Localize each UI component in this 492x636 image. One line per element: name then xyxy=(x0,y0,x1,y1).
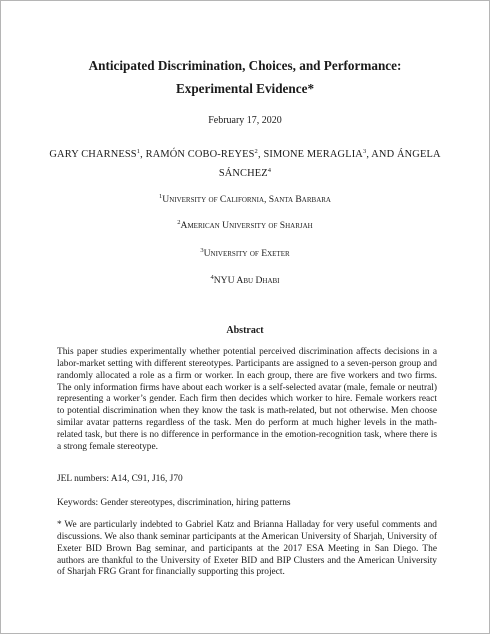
affiliation-number: 2 xyxy=(177,219,181,226)
affiliation-4 xyxy=(1,275,489,286)
author-name: SIMONE MERAGLIA xyxy=(263,149,363,160)
author-list-line-2 xyxy=(1,168,489,179)
author-affiliation-marker: 2 xyxy=(254,148,258,155)
affiliation-1 xyxy=(1,194,489,205)
affiliation-number: 4 xyxy=(210,274,214,281)
author-affiliation-marker: 3 xyxy=(362,148,367,155)
abstract-text: This paper studies experimentally whether potential perceived discrimination affects decisions in a labor-market setting with different stereotypes. Participants are assigned to a seven-person group and randomly allocated a role as a firm or worker. In each group, there are five workers and two firms. The only information firms have about each worker is a self-selected avatar (male, female or neutral) representing a worker’s gender. Each firm then decides which worker to hire. Female workers react to potential discrimination when they know the task is math-related, but not otherwise. Men choose similar avatar patterns regardless of the task. Men do perform at much higher levels in the math-related task, but there is no difference in performance in the emotion-recognition task, where there is a strong female stereotype. xyxy=(57,347,437,452)
author-list-line-1 xyxy=(1,149,489,160)
author-affiliation-marker: 4 xyxy=(267,167,272,174)
acknowledgement-footnote: * We are particularly indebted to Gabriel Katz and Brianna Halladay for very useful comments and discussions. We also thank seminar participants at the American University of Sharjah, University of Exeter BID Brown Bag seminar, and participants at the 2017 ESA Meeting in San Diego. The authors are thankful to the University of Exeter BID and BIP Clusters and the American University of Sharjah FRG Grant for financially supporting this project. xyxy=(57,520,437,578)
affiliation-name: NYU Abu Dhabi xyxy=(213,275,280,286)
jel-numbers: JEL numbers: A14, C91, J16, J70 xyxy=(57,474,183,484)
paper-title-line-1: Anticipated Discrimination, Choices, and Performance: xyxy=(88,58,402,73)
affiliation-name: University of Exeter xyxy=(203,248,290,259)
author-separator: , xyxy=(257,149,264,160)
affiliation-number: 1 xyxy=(159,193,163,200)
affiliation-name: American University of Sharjah xyxy=(180,220,313,231)
affiliation-number: 3 xyxy=(200,247,204,254)
affiliation-3 xyxy=(1,248,489,259)
affiliation-2 xyxy=(1,220,489,231)
author-name: RAMÓN COBO-REYES xyxy=(145,149,255,160)
author-name: GARY CHARNESS xyxy=(49,149,137,160)
affiliation-name: University of California, Santa Barbara xyxy=(162,194,331,205)
author-separator: , xyxy=(366,149,372,160)
paper-date: February 17, 2020 xyxy=(208,115,282,126)
paper-title-line-2: Experimental Evidence* xyxy=(175,81,315,96)
author-affiliation-marker: 1 xyxy=(136,148,141,155)
abstract-heading: Abstract xyxy=(226,325,264,336)
author-separator: , xyxy=(140,149,146,160)
author-name: AND ÁNGELA xyxy=(371,149,441,160)
keywords: Keywords: Gender stereotypes, discrimination, hiring patterns xyxy=(57,498,291,508)
author-name: SÁNCHEZ xyxy=(218,168,268,179)
